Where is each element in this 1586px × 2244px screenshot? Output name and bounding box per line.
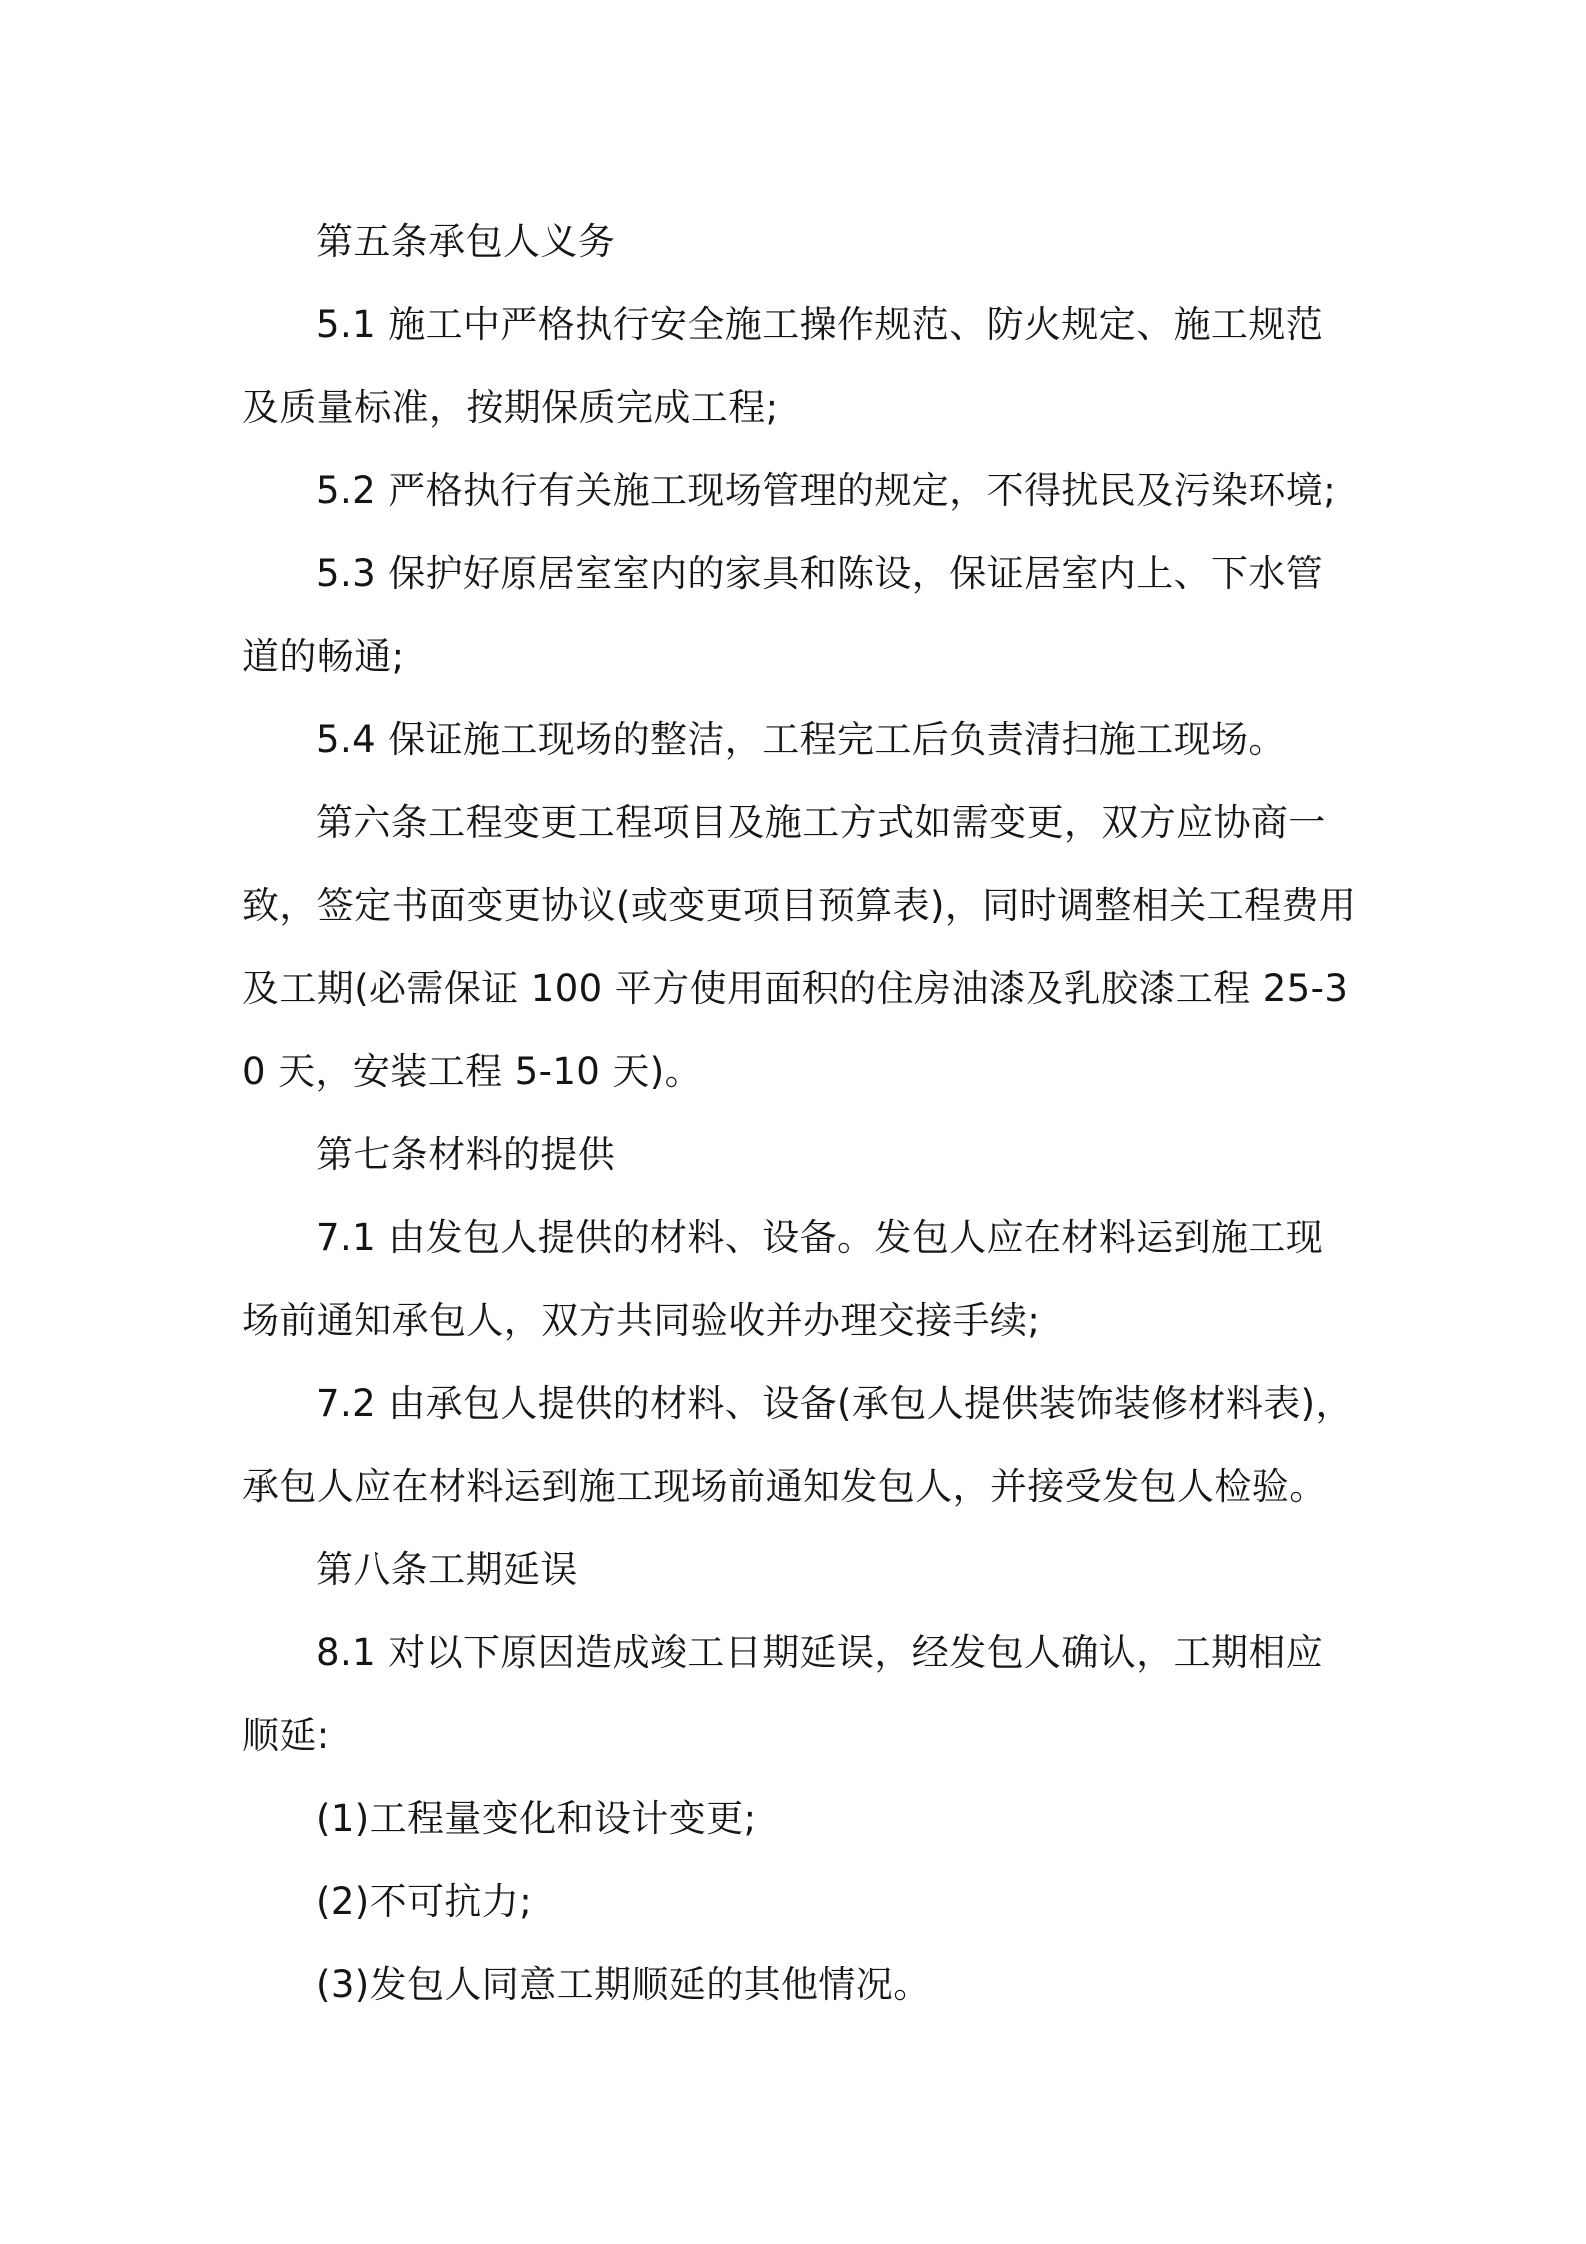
clause-8-1: 8.1 对以下原因造成竣工日期延误，经发包人确认，工期相应顺延: (242, 1631, 1324, 1757)
list-item-3: (3)发包人同意工期顺延的其他情况。 (316, 1963, 931, 2006)
article-6-paragraph: 第六条工程变更工程项目及施工方式如需变更，双方应协商一致，签定书面变更协议(或变更项目预算表)，同时调整相关工程费用及工期(必需保证 100 平方使用面积的住房油漆及乳胶漆工程 25-30 天，安装工程 5-10 天)。 (242, 801, 1357, 1093)
clause-5-2: 5.2 严格执行有关施工现场管理的规定，不得扰民及污染环境; (316, 469, 1337, 512)
article-7-heading: 第七条材料的提供 (316, 1133, 616, 1176)
clause-5-1: 5.1 施工中严格执行安全施工操作规范、防火规定、施工规范及质量标准，按期保质完成工程; (242, 303, 1324, 429)
clause-7-1: 7.1 由发包人提供的材料、设备。发包人应在材料运到施工现场前通知承包人，双方共同验收并办理交接手续; (242, 1216, 1324, 1342)
article-8-heading: 第八条工期延误 (316, 1548, 578, 1591)
clause-5-3: 5.3 保护好原居室室内的家具和陈设，保证居室内上、下水管道的畅通; (242, 552, 1324, 678)
clause-7-2: 7.2 由承包人提供的材料、设备(承包人提供装饰装修材料表)，承包人应在材料运到施工现场前通知发包人，并接受发包人检验。 (242, 1382, 1353, 1508)
list-item-1: (1)工程量变化和设计变更; (316, 1797, 757, 1840)
document-body (242, 200, 1360, 2026)
list-item-2: (2)不可抗力; (316, 1880, 533, 1923)
article-5-heading: 第五条承包人义务 (316, 220, 616, 263)
clause-5-4: 5.4 保证施工现场的整洁，工程完工后负责清扫施工现场。 (316, 718, 1286, 761)
